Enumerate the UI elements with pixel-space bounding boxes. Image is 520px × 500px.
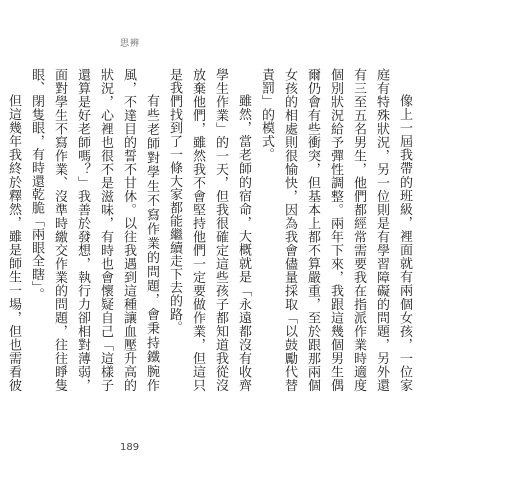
vertical-text-block xyxy=(6,68,416,392)
paragraph: 雖然，當老師的宿命，大概就是「永遠都沒有收齊學生作業」的一天，但我很確定這些孩子都知道我從沒放棄他們，雖然我不會堅持他們一定要做作業，但這只是我們找到了一條大家都能繼續走下去的路。 xyxy=(167,68,251,392)
page-number: 189 xyxy=(120,442,140,453)
paragraph: 有些老師對學生不寫作業的問題，會秉持鐵腕作風，不達目的誓不甘休。以往我遇到這種讓血壓升高的狀況，心裡也很不是滋味，有時也會懷疑自己「這樣子還算是好老師嗎？」我善於發想，執行力卻相對薄弱，面對學生不寫作業、沒準時繳交作業的問題，往往睜隻眼、閉隻眼，有時還乾脆「兩眼全瞎」。 xyxy=(29,68,159,392)
running-header: 思辨 xyxy=(120,39,141,49)
paragraph: 像上一屆我帶的班級，裡面就有兩個女孩，一位家庭有特殊狀況，另一位則是有學習障礙的問題，另外還有三至五名男生，他們都經常需要我在指派作業時適度個別狀況給予彈性調整。兩年下來，我跟這幾個男生偶爾仍會有些衝突，但基本上都不算嚴重，至於跟那兩個女孩的相處則很愉快，因為我會儘量採取「以鼓勵代替責罰」的模式。 xyxy=(259,68,412,392)
paragraph: 但這幾年我終於釋然，雖是師生一場，但也需看彼 xyxy=(6,94,21,392)
